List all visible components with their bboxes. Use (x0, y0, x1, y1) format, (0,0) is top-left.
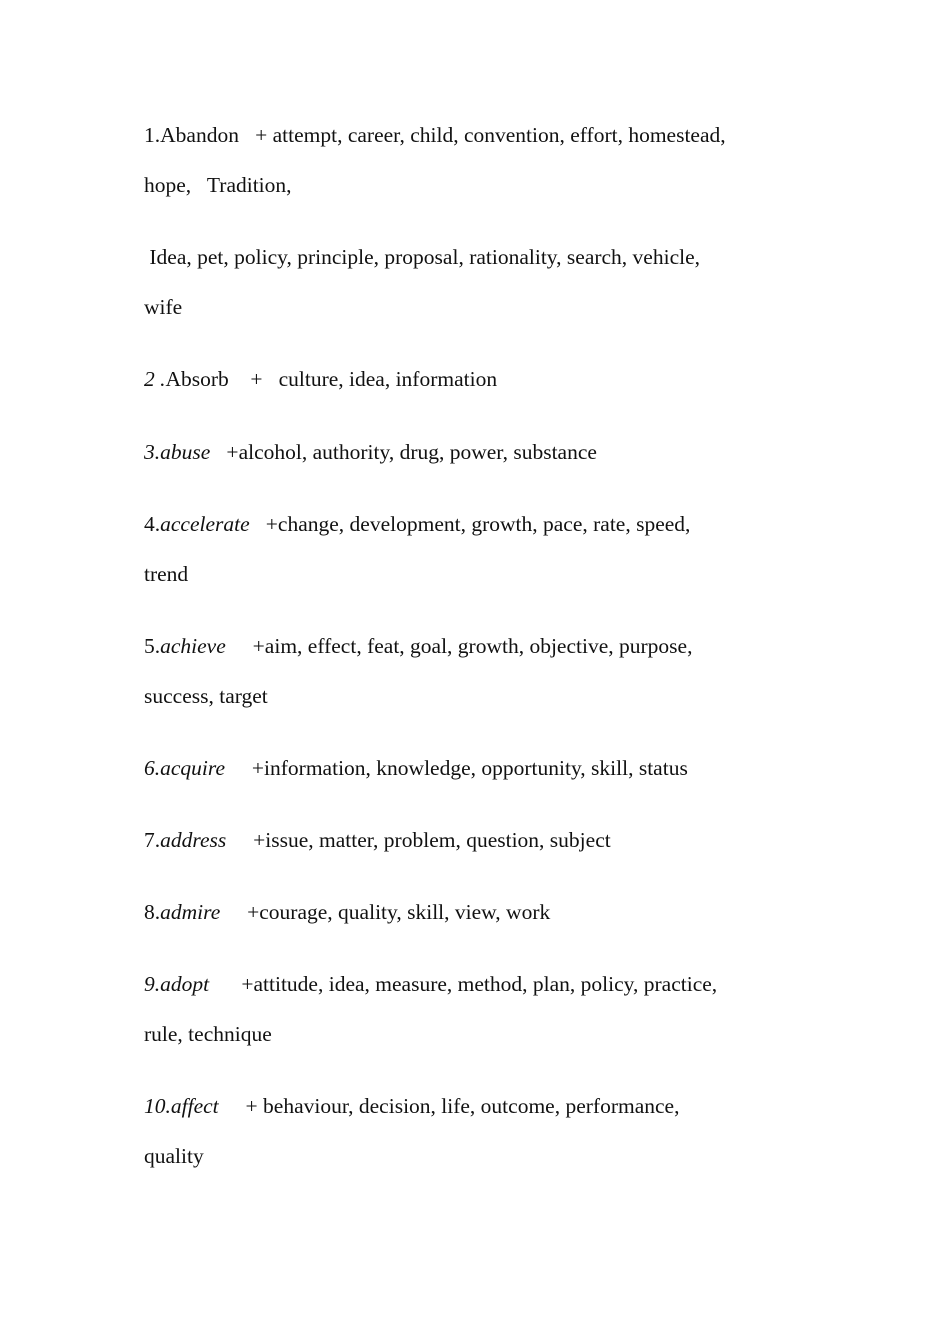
entry-number: 8. (144, 900, 161, 924)
entry-number: 7. (144, 828, 161, 852)
entry-headword: acquire (160, 756, 226, 780)
entry-6-line-1 (144, 755, 688, 781)
entry-1-line-4: wife (144, 295, 183, 319)
entry-collocates: attitude, idea, measure, method, plan, policy, practice, (253, 972, 718, 996)
entry-headword: Absorb (165, 367, 229, 391)
entry-5-line-1 (144, 633, 692, 659)
entry-9-line-1 (144, 971, 717, 997)
entry-headword: abuse (160, 440, 211, 464)
entry-10-line-1 (144, 1093, 679, 1119)
entry-4-line-1 (144, 511, 690, 537)
entry-separator: + (225, 756, 265, 780)
entry-collocates: behaviour, decision, life, outcome, performance, (263, 1094, 680, 1118)
entry-headword: admire (160, 900, 221, 924)
entry-separator: + (210, 440, 239, 464)
entry-separator: + (226, 828, 266, 852)
entry-number: 2 . (144, 367, 166, 391)
entry-number: 3. (144, 440, 161, 464)
entry-8-line-1 (144, 899, 550, 925)
entry-separator: + (249, 512, 278, 536)
entry-4-line-2: trend (144, 562, 189, 586)
entry-separator: + (220, 900, 260, 924)
entry-collocates: information, knowledge, opportunity, skill, status (264, 756, 688, 780)
entry-headword: address (160, 828, 227, 852)
entry-number: 1. (144, 123, 161, 147)
entry-7-line-1 (144, 827, 611, 853)
entry-separator: + (238, 123, 273, 147)
entry-separator: + (228, 367, 279, 391)
entry-headword: adopt (160, 972, 210, 996)
entry-separator: + (218, 1094, 264, 1118)
entry-10-line-2: quality (144, 1144, 204, 1168)
entry-headword: achieve (160, 634, 226, 658)
entry-separator: + (225, 634, 265, 658)
entry-headword: affect (170, 1094, 219, 1118)
entry-headword: Abandon (160, 123, 239, 147)
entry-2-line-1 (144, 366, 497, 392)
entry-5-line-2: success, target (144, 684, 268, 708)
entry-collocates: attempt, career, child, convention, effort, homestead, (272, 123, 726, 147)
entry-headword: accelerate (160, 512, 250, 536)
entry-1-line-3: Idea, pet, policy, principle, proposal, rationality, search, vehicle, (144, 245, 701, 269)
entry-number: 9. (144, 972, 161, 996)
entry-collocates: alcohol, authority, drug, power, substance (238, 440, 597, 464)
entry-separator: + (209, 972, 254, 996)
entry-number: 5. (144, 634, 161, 658)
entry-3-line-1 (144, 439, 597, 465)
entry-1-line-1 (144, 122, 726, 148)
entry-number: 10. (144, 1094, 171, 1118)
entry-number: 4. (144, 512, 161, 536)
entry-collocates: culture, idea, information (278, 367, 498, 391)
entry-collocates: issue, matter, problem, question, subject (265, 828, 611, 852)
entry-collocates: aim, effect, feat, goal, growth, objective, purpose, (264, 634, 693, 658)
entry-collocates: change, development, growth, pace, rate, speed, (277, 512, 691, 536)
entry-number: 6. (144, 756, 161, 780)
entry-1-line-2: hope, Tradition, (144, 173, 292, 197)
entry-collocates: courage, quality, skill, view, work (259, 900, 551, 924)
entry-9-line-2: rule, technique (144, 1022, 272, 1046)
